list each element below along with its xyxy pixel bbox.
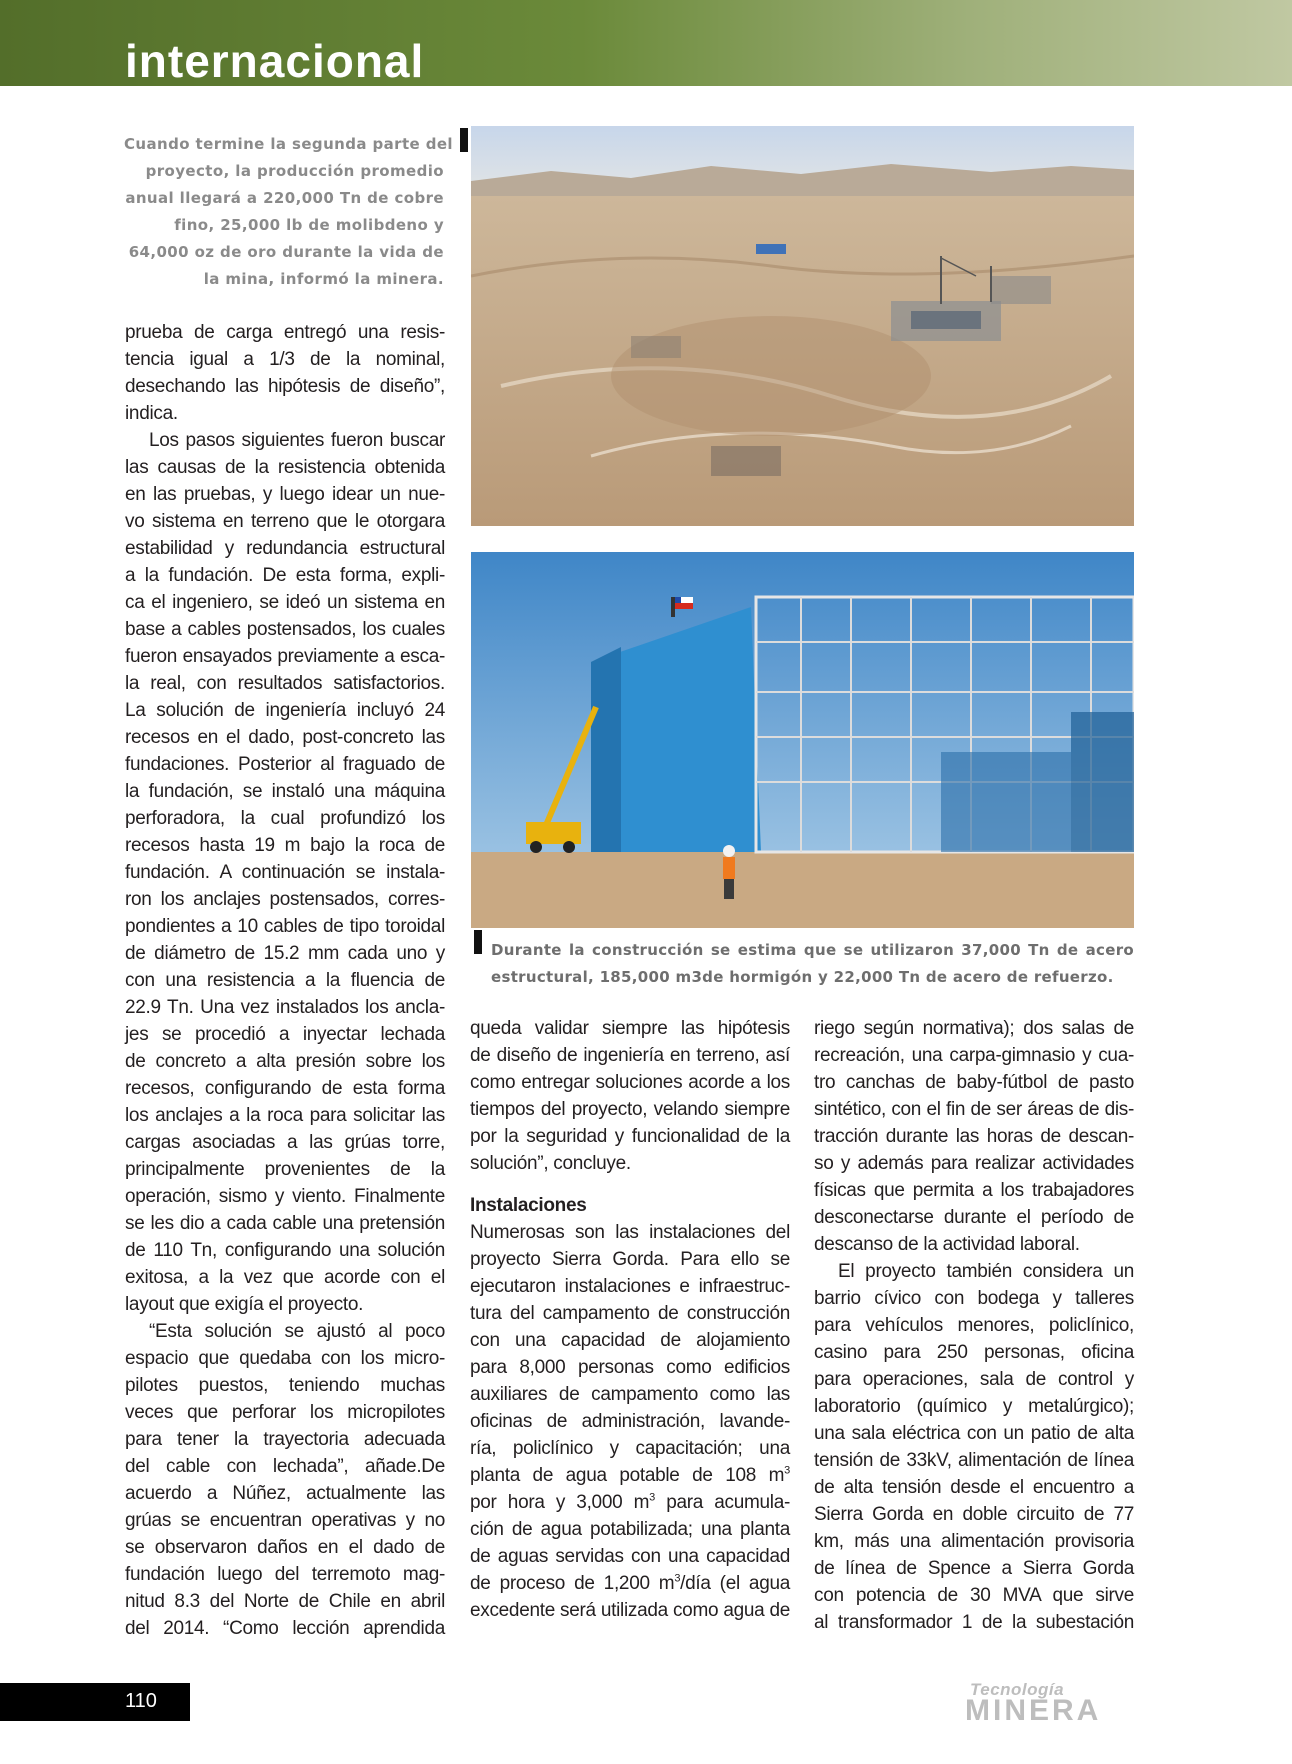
text-line: espacio que quedaba con los micro- — [125, 1348, 445, 1369]
text-line: operación, sismo y viento. Finalmente — [125, 1186, 445, 1207]
text-line: La solución de ingeniería incluyó 24 — [125, 700, 445, 721]
text-line: “Esta solución se ajustó al poco — [149, 1321, 445, 1342]
text-line: fundaciones. Posterior al fraguado de — [125, 754, 445, 775]
text-line: para tener la trayectoria adecuada — [125, 1429, 445, 1450]
page-number: 110 — [125, 1690, 157, 1712]
text-line: la real, con resultados satisfactorios. — [125, 673, 445, 694]
subheading-instalaciones: Instalaciones — [470, 1195, 587, 1216]
text-line: una sala eléctrica con un patio de alta — [814, 1423, 1134, 1444]
text-line: solución”, concluye. — [470, 1153, 631, 1174]
text-line: prueba de carga entregó una resis- — [125, 322, 445, 343]
text-line: con una capacidad de alojamiento — [470, 1330, 790, 1351]
text-line: fundación. A continuación se instala- — [125, 862, 445, 883]
text-line: los anclajes a la roca para solicitar las — [125, 1105, 445, 1126]
text-line: auxiliares de campamento como las — [470, 1384, 790, 1405]
text-line: recreación, una carpa-gimnasio y cua- — [814, 1045, 1134, 1066]
text-line: principalmente provenientes de la — [125, 1159, 445, 1180]
text-line: Sierra Gorda en doble circuito de 77 — [814, 1504, 1134, 1525]
text-line: para 8,000 personas como edificios — [470, 1357, 790, 1378]
pull-quote — [124, 131, 453, 293]
text-line: para vehículos menores, policlínico, — [814, 1315, 1134, 1336]
text-line: tensión de 33kV, alimentación de línea — [814, 1450, 1134, 1471]
text-line: laboratorio (químico y metalúrgico); — [814, 1396, 1134, 1417]
text-line: desechando las hipótesis de diseño”, — [125, 376, 445, 397]
text-line: se observaron daños en el dado de — [125, 1537, 445, 1558]
text-line: la fundación, se instaló una máquina — [125, 781, 445, 802]
text-line: de diseño de ingeniería en terreno, así — [470, 1045, 790, 1066]
text-line: recesos, configurando de esta forma — [125, 1078, 445, 1099]
text-line: exitosa, a la vez que acorde con el — [125, 1267, 445, 1288]
text-line: al transformador 1 de la subestación — [814, 1612, 1134, 1633]
text-line: barrio cívico con bodega y talleres — [814, 1288, 1134, 1309]
text-line: jes se procedió a inyectar lechada — [125, 1024, 445, 1045]
text-line: estabilidad y redundancia estructural — [125, 538, 445, 559]
text-line: 22.9 Tn. Una vez instalados los ancla- — [125, 997, 445, 1018]
text-line: de diámetro de 15.2 mm cada uno y — [125, 943, 445, 964]
pull-quote-line: proyecto, la producción promedio — [145, 162, 444, 180]
pull-quote-line: anual llegará a 220,000 Tn de cobre — [125, 189, 444, 207]
text-line: tro canchas de baby-fútbol de pasto — [814, 1072, 1134, 1093]
text-line: de alta tensión desde el encuentro a — [814, 1477, 1134, 1498]
text-line: perforadora, la cual profundizó los — [125, 808, 445, 829]
text-line: de aguas servidas con una capacidad — [470, 1546, 790, 1567]
text-line: de 110 Tn, configurando una solución — [125, 1240, 445, 1261]
magazine-logo — [965, 1680, 1135, 1727]
article-column-1 — [125, 319, 445, 1642]
caption-line: Durante la construcción se estima que se utilizaron 37,000 Tn de acero — [491, 941, 1134, 959]
paragraph-gap — [470, 1177, 790, 1192]
text-segment: por hora y 3,000 m — [470, 1492, 650, 1513]
text-line: descanso de la actividad laboral. — [814, 1234, 1080, 1255]
text-line: acuerdo a Núñez, actualmente las — [125, 1483, 445, 1504]
text-line: riego según normativa); dos salas de — [814, 1018, 1134, 1039]
caption-marker — [474, 930, 482, 954]
text-line: recesos en el dado, post-concreto las — [125, 727, 445, 748]
caption-line: estructural, 185,000 m3de hormigón y 22,000 Tn de acero de refuerzo. — [491, 968, 1114, 986]
text-line: queda validar siempre las hipótesis — [470, 1018, 790, 1039]
text-line: cargas asociadas a las grúas torre, — [125, 1132, 445, 1153]
text-line: desconectarse durante el período de — [814, 1207, 1134, 1228]
text-line: con una resistencia a la fluencia de — [125, 970, 445, 991]
section-header-band — [0, 0, 1292, 86]
text-line: ca el ingeniero, se ideó un sistema en — [125, 592, 445, 613]
text-line: so y además para realizar actividades — [814, 1153, 1134, 1174]
text-line: de línea de Spence a Sierra Gorda — [814, 1558, 1134, 1579]
text-line: para operaciones, sala de control y — [814, 1369, 1134, 1390]
text-line: base a cables postensados, los cuales — [125, 619, 445, 640]
text-segment: para acumula- — [654, 1492, 791, 1513]
text-line: de concreto a alta presión sobre los — [125, 1051, 445, 1072]
text-line: tracción durante las horas de descan- — [814, 1126, 1134, 1147]
text-line: vo sistema en terreno que le otorgara — [125, 511, 445, 532]
section-title: internacional — [125, 35, 425, 87]
pull-quote-line: la mina, informó la minera. — [203, 270, 444, 288]
text-line: layout que exigía el proyecto. — [125, 1294, 364, 1315]
superscript: 3 — [649, 1491, 655, 1504]
text-line: fundación luego del terremoto mag- — [125, 1564, 445, 1585]
text-line: casino para 250 personas, oficina — [814, 1342, 1134, 1363]
logo-text-minera: MINERA — [965, 1694, 1102, 1727]
text-line: Los pasos siguientes fueron buscar — [149, 430, 445, 451]
photo-aerial-mine-site — [471, 126, 1134, 526]
text-line: en las pruebas, y luego idear un nue- — [125, 484, 445, 505]
article-column-2 — [470, 1015, 790, 1624]
superscript: 3 — [784, 1464, 790, 1477]
text-line: por la seguridad y funcionalidad de la — [470, 1126, 790, 1147]
page-number-box — [0, 1683, 190, 1721]
text-line: Numerosas son las instalaciones del — [470, 1222, 790, 1243]
text-line: veces que perforar los micropilotes — [125, 1402, 445, 1423]
text-line: ción de agua potabilizada; una planta — [470, 1519, 790, 1540]
text-line: ría, policlínico y capacitación; una — [470, 1438, 790, 1459]
text-line: recesos hasta 19 m bajo la roca de — [125, 835, 445, 856]
text-line: grúas se encuentran operativas y no — [125, 1510, 445, 1531]
pull-quote-line: 64,000 oz de oro durante la vida de — [128, 243, 444, 261]
text-line: pilotes puestos, teniendo muchas — [125, 1375, 445, 1396]
text-line: las causas de la resistencia obtenida — [125, 457, 445, 478]
text-line: del 2014. “Como lección aprendida — [125, 1618, 445, 1639]
text-line: ron los anclajes postensados, corres- — [125, 889, 445, 910]
text-line: pondientes a 10 cables de tipo toroidal — [125, 916, 445, 937]
text-segment: planta de agua potable de 108 m — [470, 1465, 785, 1486]
text-line: proyecto Sierra Gorda. Para ello se — [470, 1249, 790, 1270]
text-line: indica. — [125, 403, 178, 424]
text-line: como entregar soluciones acorde a los — [470, 1072, 790, 1093]
article-column-3 — [814, 1015, 1134, 1636]
text-line: a la fundación. De esta forma, expli- — [125, 565, 445, 586]
photo-concentrator-plant-construction — [471, 552, 1134, 928]
text-line: tencia igual a 1/3 de la nominal, — [125, 349, 445, 370]
aerial-photo-graphic — [471, 126, 1134, 526]
superscript: 3 — [674, 1572, 681, 1585]
logo-text-tecnologia: Tecnología — [970, 1680, 1065, 1699]
text-line: físicas que permita a los trabajadores — [814, 1180, 1134, 1201]
text-line-with-superscript — [470, 1489, 790, 1516]
pull-quote-line: Cuando termine la segunda parte del — [124, 135, 453, 153]
text-line: se les dio a cada cable una pretensión — [125, 1213, 445, 1234]
text-segment: de proceso de 1,200 m — [470, 1573, 675, 1594]
text-segment: /día (el agua — [680, 1573, 790, 1594]
text-line: nitud 8.3 del Norte de Chile en abril — [125, 1591, 445, 1612]
text-line: fueron ensayados previamente a esca- — [125, 646, 445, 667]
text-line: con potencia de 30 MVA que sirve — [814, 1585, 1134, 1606]
text-line-with-superscript — [470, 1570, 790, 1597]
text-line-with-superscript — [470, 1462, 790, 1489]
text-line: tura del campamento de construcción — [470, 1303, 790, 1324]
text-line: km, más una alimentación provisoria — [814, 1531, 1134, 1552]
text-line: del cable con lechada”, añade.De — [125, 1456, 445, 1477]
pull-quote-line: fino, 25,000 lb de molibdeno y — [174, 216, 444, 234]
text-line: El proyecto también considera un — [838, 1261, 1134, 1282]
text-line: excedente será utilizada como agua de — [470, 1600, 790, 1621]
pull-quote-marker — [460, 128, 468, 152]
photo-caption — [491, 937, 1134, 991]
plant-photo-graphic — [471, 552, 1134, 928]
text-line: tiempos del proyecto, velando siempre — [470, 1099, 790, 1120]
text-line: ejecutaron instalaciones e infraestruc- — [470, 1276, 790, 1297]
text-line: oficinas de administración, lavande- — [470, 1411, 790, 1432]
text-line: sintético, con el fin de ser áreas de dis- — [814, 1099, 1134, 1120]
